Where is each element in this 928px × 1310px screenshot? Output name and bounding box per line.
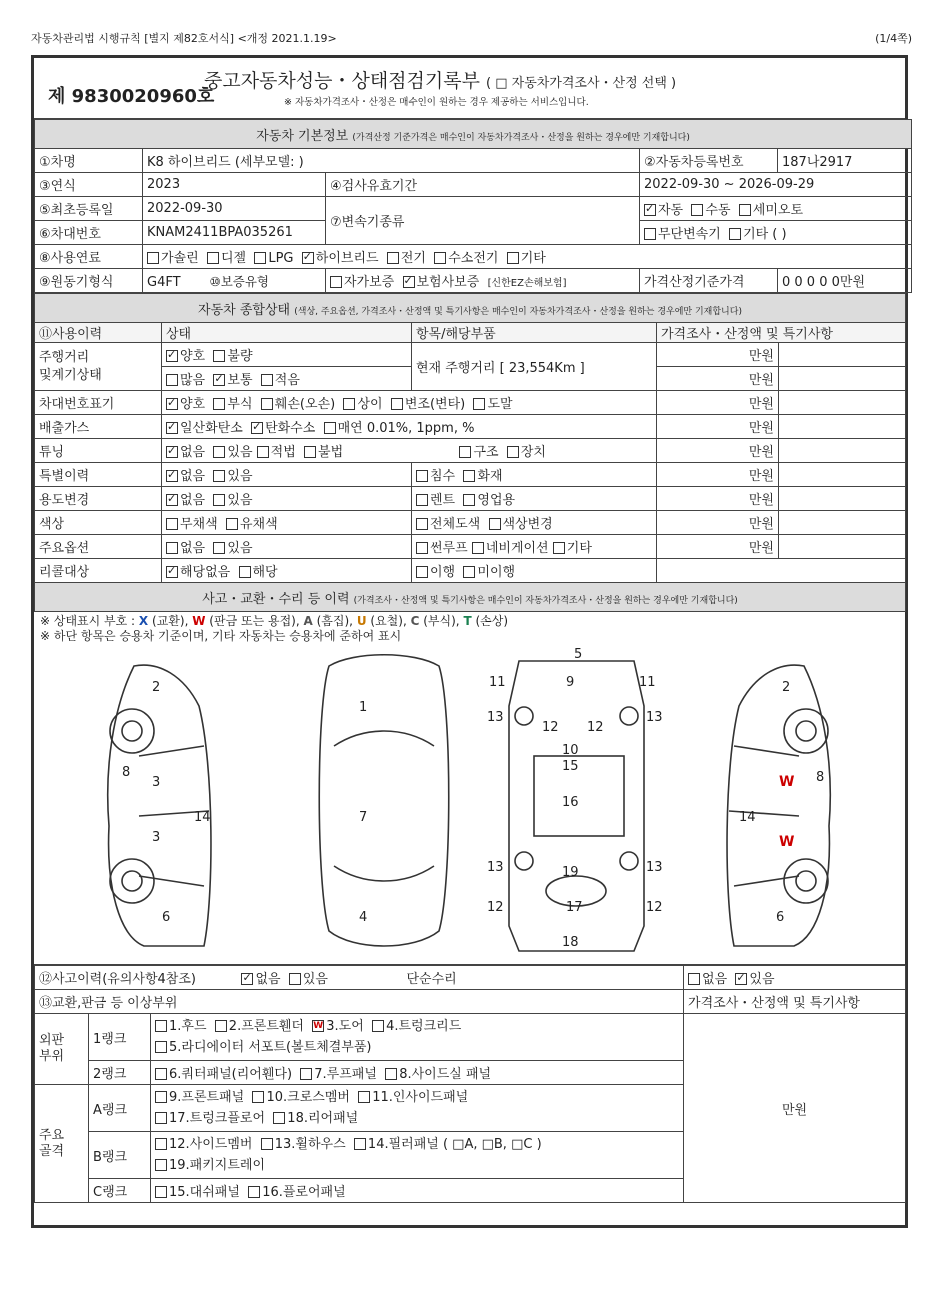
svg-text:14: 14 [739,810,756,825]
warranty-label: ⑩보증유형 [209,273,269,289]
rankA-parts: 9.프론트패널 10.크로스멤버 11.인사이드패널 17.트렁크플로어 18.리어패널 [151,1085,684,1132]
engine-label: ⑨원동기형식 [35,269,143,293]
vin-mark-label: 차대번호표기 [35,391,162,415]
parts-label: ⑬교환,판금 등 이상부위 [35,990,684,1014]
svg-text:13: 13 [487,710,504,725]
svg-text:10: 10 [562,743,579,758]
legend: ※ 상태표시 부호 : X (교환), W (판금 또는 용접), A (흠집), U (요철), C (부식), T (손상) ※ 하단 항목은 승용차 기준이며, 기타 자동차는 승용차에 준하여 표시 [40,614,509,643]
tuning-state: ✓ 없음 있음 적법 불법 구조 장치 [162,439,657,463]
validity-label: ④검사유효기간 [326,173,640,197]
fuel-ev-checkbox[interactable] [387,252,399,264]
first-reg-label: ⑤최초등록일 [35,197,143,221]
accident-section-title: 사고・교환・수리 등 이력 (가격조사・산정액 및 특기사항은 매수인이 자동차가격조사・산정을 원하는 경우에만 기재합니다) [35,583,906,612]
transmission-label: ⑦변속기종류 [326,197,640,245]
document-header [34,58,905,119]
year-label: ③연식 [35,173,143,197]
svg-text:18: 18 [562,935,579,950]
svg-text:6: 6 [162,910,171,925]
col-state: 상태 [162,323,412,343]
special-history-label: 특별이력 [35,463,162,487]
svg-text:3: 3 [152,830,161,845]
legend-note: ※ 하단 항목은 승용차 기준이며, 기타 자동차는 승용차에 준하여 표시 [40,629,402,643]
status-table: 자동차 종합상태 (색상, 주요옵션, 가격조사・산정액 및 특기사항은 매수인이 자동차가격조사・산정을 원하는 경우에만 기재합니다) ⑪사용이력 상태 항목/해당부품 가격조사・산정액 및 특기사항 주행거리 및계기상태 ✓양호 불량 현재 주행거리 [ 23,554Km ] 만원 많음 ✓ 보통 적음 만원 차대번호표기 ✓ 양호 부식 훼손(오손) 상이 변조(변타) 도말 만원 배출가스 ✓ 일산화탄소 ✓ 탄화수소 매연 0.01%, 1ppm, % 만원 튜닝 ✓ 없음 있음 적법 불법 구조 장치 만원 특별이력 ✓ 없음 있음 침수 화재 만원 용도변경 ✓ 없음 있음 렌트 영업용 만원 색상 무채색 유채색 전체도색 색상변경 만원 주요옵션 없음 있음 썬루프 네비게이션 기타 만원 리콜대상 ✓ 해당없음 해당 이행 미이행 사고・교환・수리 등 이력 (가격조사・산정액 및 특기사항은 매수인이 자동차가격조사・산정을 원하는 경우에만 기재합니다) [34,293,906,612]
car-outline-drawing [34,646,905,964]
col-price: 가격조사・산정액 및 특기사항 [657,323,906,343]
regulation-text: 자동차관리법 시행규칙 [별지 제82호서식] <개정 2021.1.19> [31,32,337,45]
model-value: K8 하이브리드 (세부모델: ) [143,149,640,173]
basic-section-title: 자동차 기본정보 (가격산정 기준가격은 매수인이 자동차가격조사・산정을 원하는 경우에만 기재합니다) [35,120,912,149]
recall-label: 리콜대상 [35,559,162,583]
fuel-hybrid-checkbox[interactable] [302,252,314,264]
svg-text:11: 11 [639,675,656,690]
trans-other-checkbox[interactable] [729,228,741,240]
fuel-label: ⑧사용연료 [35,245,143,269]
door-checkbox-w[interactable]: W [313,1020,324,1031]
col-history: ⑪사용이력 [35,323,162,343]
accident-history-row: ⑫사고이력(유의사항4참조) ✓ 없음 있음 단순수리 [35,966,684,990]
rankB-parts: 12.사이드멤버 13.휠하우스 14.필러패널 ( □A, □B, □C ) 19.패키지트레이 [151,1132,684,1179]
rank1-parts: 1.후드 2.프론트휀더 W 3.도어 4.트렁크리드 5.라디에이터 서포트(볼트체결부품) [151,1014,684,1061]
base-price-label: 가격산정기준가격 [640,269,778,293]
emission-values: 0.01%, 1ppm, % [366,421,475,436]
header-note: ※ 자동차가격조사・산정은 매수인이 원하는 경우 제공하는 서비스입니다. [284,97,589,108]
trans-cvt-checkbox[interactable] [644,228,656,240]
parts-price-value: 만원 [684,1014,906,1203]
svg-text:12: 12 [487,900,504,915]
car-diagram [34,646,905,965]
warranty-self-checkbox[interactable] [330,276,342,288]
vin-label: ⑥차대번호 [35,221,143,245]
svg-text:12: 12 [587,720,604,735]
vin-value: KNAM2411BPA035261 [143,221,326,245]
svg-text:13: 13 [487,860,504,875]
accident-table: ⑫사고이력(유의사항4참조) ✓ 없음 있음 단순수리 없음 ✓ 있음 ⑬교환,판금 등 이상부위 가격조사・산정액 및 특기사항 외판 부위 1랭크 1.후드 2.프론트휀더 W 3.도어 4.트렁크리드 5.라디에이터 서포트(볼트체결부품) 만원 2랭크 6.쿼터패널(리어휀다) 7.루프패널 8.사이드실 패널 주요 골격 A랭크 9.프론트패널 10.크로스멤버 11.인사이드패널 17.트렁크플로어 18.리어패널 B랭크 12.사이드멤버 13.휠하우스 14.필러패널 ( □A, □B, □C ) 19.패키지트레이 C랭크 15.대쉬패널 16.플로어패널 [34,965,906,1203]
svg-text:11: 11 [489,675,506,690]
damage-mark-w-front-door: W [779,774,795,790]
parts-price-col: 가격조사・산정액 및 특기사항 [684,990,906,1014]
fuel-lpg-checkbox[interactable] [254,252,266,264]
fuel-h2-checkbox[interactable] [434,252,446,264]
warranty-company: [신한EZ손해보험] [487,278,567,289]
purpose-change-label: 용도변경 [35,487,162,511]
color-label: 색상 [35,511,162,535]
svg-text:1: 1 [359,700,368,715]
main-frame-label: 주요 골격 [35,1085,89,1203]
svg-text:14: 14 [194,810,211,825]
document-title: 중고자동차성능・상태점검기록부 ( □ 자동차가격조사・산정 선택 ) [204,70,677,92]
simple-repair-state: 없음 ✓ 있음 [684,966,906,990]
svg-text:15: 15 [562,759,579,774]
gauge-state: ✓양호 불량 [162,343,412,367]
svg-text:4: 4 [359,910,368,925]
rankC-parts: 15.대쉬패널 16.플로어패널 [151,1179,684,1203]
year-value: 2023 [143,173,326,197]
rank2-parts: 6.쿼터패널(리어휀다) 7.루프패널 8.사이드실 패널 [151,1061,684,1085]
svg-text:16: 16 [562,795,579,810]
mileage-value: 현재 주행거리 [ 23,554Km ] [412,343,657,391]
emission-label: 배출가스 [35,415,162,439]
svg-text:5: 5 [574,647,583,662]
page-number: (1/4쪽) [875,32,912,45]
col-item: 항목/해당부품 [412,323,657,343]
emission-state: ✓ 일산화탄소 ✓ 탄화수소 매연 0.01%, 1ppm, % [162,415,657,439]
svg-text:6: 6 [776,910,785,925]
fuel-diesel-checkbox[interactable] [207,252,219,264]
first-reg-value: 2022-09-30 [143,197,326,221]
svg-text:8: 8 [816,770,825,785]
trans-semi-checkbox[interactable] [739,204,751,216]
reg-no-value: 187나2917 [778,149,912,173]
options-label: 주요옵션 [35,535,162,559]
svg-text:7: 7 [359,810,368,825]
basic-info-table [34,119,912,293]
svg-text:9: 9 [566,675,575,690]
price-option: ( □ 자동차가격조사・산정 선택 ) [486,76,677,91]
trans-manual-checkbox[interactable] [691,204,703,216]
fuel-other-checkbox[interactable] [507,252,519,264]
svg-text:3: 3 [152,775,161,790]
outer-panel-label: 외판 부위 [35,1014,89,1085]
svg-text:2: 2 [782,680,791,695]
mileage-label: 주행거리 및계기상태 [35,343,162,391]
svg-text:13: 13 [646,860,663,875]
inspection-record [31,55,908,1228]
svg-text:12: 12 [542,720,559,735]
warranty-options: 자가보증 ✓ 보험사보증 [신한EZ손해보험] [326,269,640,293]
svg-text:12: 12 [646,900,663,915]
mileage-state: 많음 ✓ 보통 적음 [162,367,412,391]
svg-text:19: 19 [562,865,579,880]
fuel-gasoline-checkbox[interactable] [147,252,159,264]
svg-text:8: 8 [122,765,131,780]
record-number: 제 9830020960호 [48,86,215,107]
model-label: ①차명 [35,149,143,173]
base-price-value: 0 0 0 0 0만원 [778,269,912,293]
validity-value: 2022-09-30 ~ 2026-09-29 [640,173,912,197]
svg-text:17: 17 [566,900,583,915]
transmission-options-2: 무단변속기 기타 ( ) [640,221,912,245]
tuning-label: 튜닝 [35,439,162,463]
trans-auto-checkbox[interactable] [644,204,656,216]
status-section-title: 자동차 종합상태 (색상, 주요옵션, 가격조사・산정액 및 특기사항은 매수인이 자동차가격조사・산정을 원하는 경우에만 기재합니다) [35,294,906,323]
warranty-insurance-checkbox[interactable] [403,276,415,288]
svg-text:2: 2 [152,680,161,695]
reg-no-label: ②자동차등록번호 [640,149,778,173]
transmission-options-1: ✓자동 수동 세미오토 [640,197,912,221]
svg-text:13: 13 [646,710,663,725]
vin-mark-state: ✓ 양호 부식 훼손(오손) 상이 변조(변타) 도말 [162,391,657,415]
engine-value: G4FT ⑩보증유형 [143,269,326,293]
fuel-options: 가솔린 디젤 LPG ✓ 하이브리드 전기 수소전기 기타 [143,245,912,269]
damage-mark-w-rear-door: W [779,834,795,850]
